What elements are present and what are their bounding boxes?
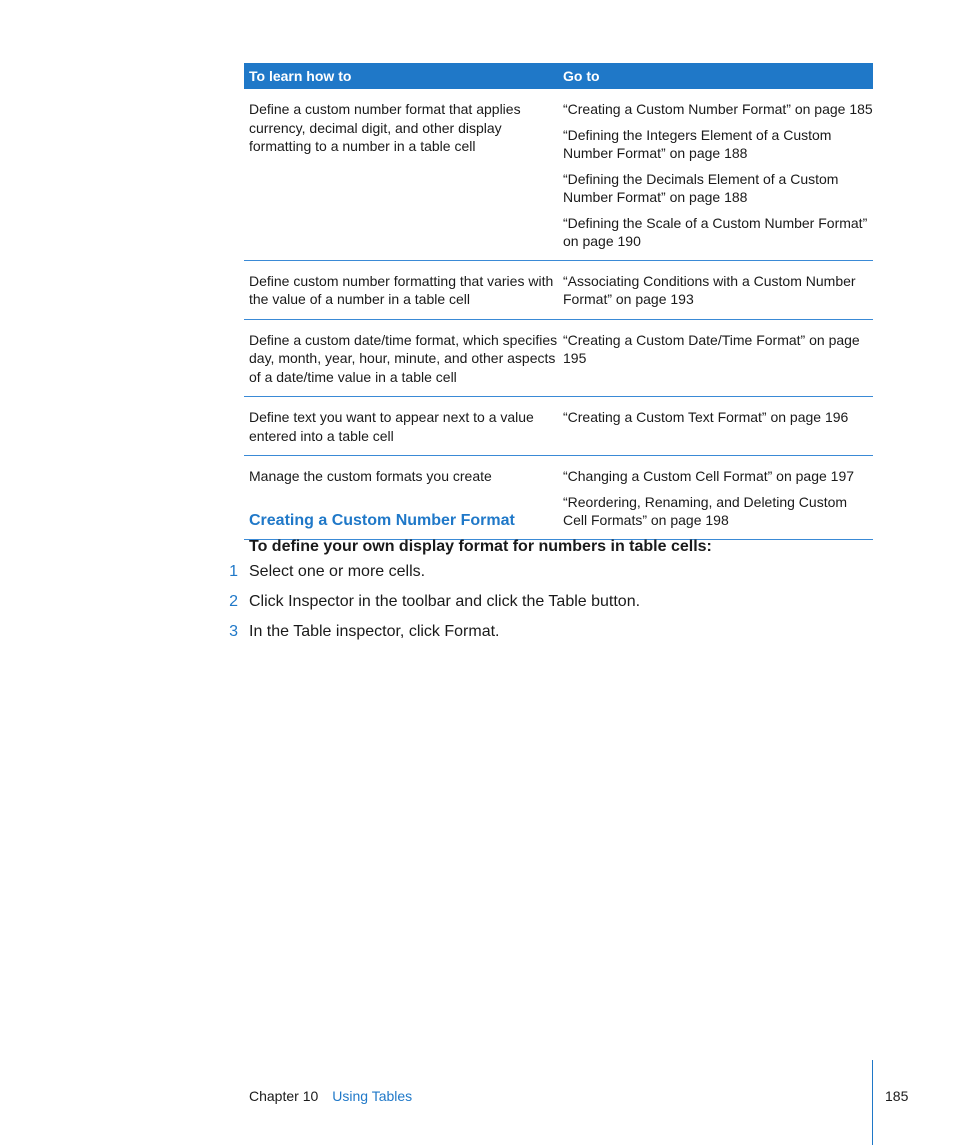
learn-cell: Define custom number formatting that varies with the value of a number in a table cell	[244, 260, 558, 319]
page-reference-link[interactable]: “Defining the Decimals Element of a Custom Number Format” on page 188	[563, 170, 839, 205]
learn-cell: Define a custom date/time format, which specifies day, month, year, hour, minute, and other aspects of a date/time value in a table cell	[244, 319, 558, 397]
table-row	[244, 260, 873, 319]
goto-cell	[558, 397, 873, 456]
header-learn: To learn how to	[244, 63, 558, 89]
table-row	[244, 89, 873, 260]
step-number: 3	[229, 623, 238, 640]
goto-cell	[558, 456, 873, 540]
footer-chapter	[249, 1088, 412, 1104]
step-number: 1	[229, 563, 238, 580]
page-reference-link[interactable]: “Creating a Custom Number Format” on page 185	[563, 101, 873, 117]
task-intro: To define your own display format for numbers in table cells:	[249, 538, 712, 555]
step-text: Click Inspector in the toolbar and click the Table button.	[249, 593, 641, 610]
learn-cell: Define a custom number format that applies currency, decimal digit, and other display formatting to a number in a table cell	[244, 89, 558, 260]
page-reference-link[interactable]: “Associating Conditions with a Custom Number Format” on page 193	[563, 272, 856, 307]
goto-cell	[558, 89, 873, 260]
page-reference-link[interactable]: “Creating a Custom Text Format” on page 196	[563, 409, 849, 425]
goto-cell	[558, 319, 873, 397]
chapter-title-link[interactable]: Using Tables	[332, 1088, 413, 1104]
learn-cell: Define text you want to appear next to a value entered into a table cell	[244, 397, 558, 456]
page-reference-link[interactable]: “Reordering, Renaming, and Deleting Custom Cell Formats” on page 198	[563, 493, 848, 528]
goto-cell	[558, 260, 873, 319]
page-reference-link[interactable]: “Changing a Custom Cell Format” on page 197	[563, 468, 855, 484]
table-row	[244, 397, 873, 456]
step-number: 2	[229, 593, 238, 610]
table-row	[244, 319, 873, 397]
page-reference-link[interactable]: “Defining the Integers Element of a Custom Number Format” on page 188	[563, 126, 832, 161]
footer-divider	[872, 1060, 873, 1145]
page-reference-link[interactable]: “Defining the Scale of a Custom Number Format” on page 190	[563, 214, 868, 249]
header-goto: Go to	[558, 63, 873, 89]
page-number: 185	[885, 1088, 909, 1104]
table-header-row	[244, 63, 873, 89]
chapter-number: Chapter 10	[249, 1088, 319, 1104]
step-text: Select one or more cells.	[249, 563, 426, 580]
page-reference-link[interactable]: “Creating a Custom Date/Time Format” on page 195	[563, 331, 860, 366]
learn-cell: Manage the custom formats you create	[244, 456, 558, 540]
cross-reference-table	[244, 63, 873, 540]
step-text: In the Table inspector, click Format.	[249, 623, 500, 640]
section-title: Creating a Custom Number Format	[249, 512, 515, 529]
